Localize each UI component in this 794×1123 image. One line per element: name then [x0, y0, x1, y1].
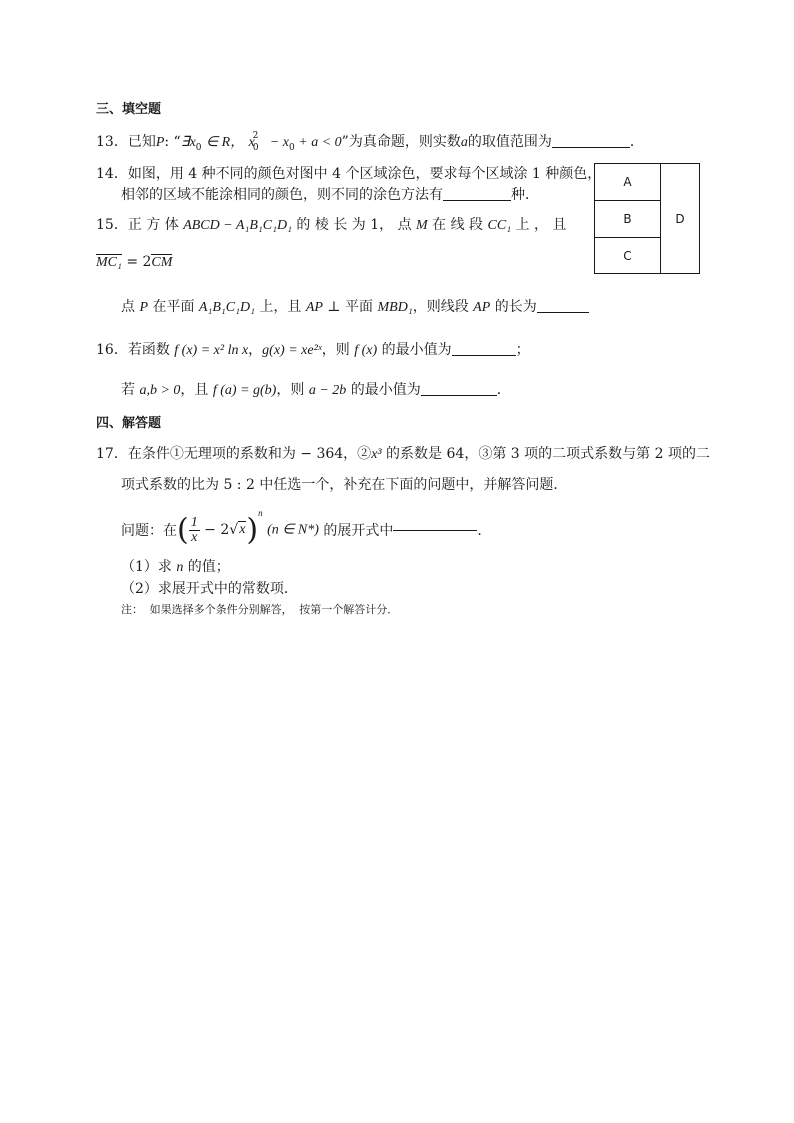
question-14-line1 [96, 163, 601, 183]
question-15-line3 [121, 296, 589, 316]
q17-prob-a: 问题：在 [121, 523, 177, 539]
q17-sub1a: （1）求 [121, 559, 177, 575]
q15-line3f: 的长为 [490, 299, 537, 315]
q16-end1: ； [515, 342, 530, 358]
q15-vector-cm: CM [151, 255, 173, 270]
q14-number: 14． [96, 166, 128, 182]
q16-mid: ，则 [321, 342, 355, 358]
q17-left-paren: ( [177, 512, 189, 548]
q17-exponent: n [258, 508, 263, 518]
q15-line1c: 在 线 段 [427, 217, 488, 233]
q15-line3c: 上，且 [254, 299, 306, 315]
q15-plane1: A₁B₁C₁D₁ [198, 300, 255, 315]
q16-expr: a − 2b [308, 383, 347, 398]
q17-prob-end: ． [477, 523, 492, 539]
q15-point-p: P [139, 300, 149, 315]
question-15-line2 [96, 254, 172, 271]
q14-line2a: 相邻的区域不能涂相同的颜色，则不同的涂色方法有 [121, 187, 443, 203]
q15-segment: CC₁ [487, 218, 512, 233]
question-17-problem: 问题：在( $\frac{1}{x}$ − 2√x)$^n$ (n ∈ N*) 的展开式中 ． [121, 508, 492, 548]
q16-g: g(x) = xe²ˣ [262, 343, 322, 358]
section-title-solutions: 四、解答题 [96, 416, 162, 431]
q15-ap2: AP [473, 300, 491, 315]
q16-line2b: ，且 [180, 382, 213, 398]
question-14-line2 [121, 184, 539, 204]
q17-line1a: 在条件①无理项的系数和为 − 364，② [127, 446, 372, 462]
q15-number: 15． [96, 217, 128, 233]
q15-line3a: 点 [121, 299, 140, 315]
q13-text: 已知 [127, 134, 156, 150]
q17-answer-blank[interactable] [393, 530, 477, 531]
q13-end: ． [629, 134, 644, 150]
question-15-line1 [96, 214, 566, 234]
q13-in-r: ∈ R， [205, 135, 245, 150]
q17-number: 17． [96, 446, 128, 462]
question-16-line1 [96, 339, 530, 359]
q17-x3: x³ [371, 447, 382, 462]
question-16-line2 [121, 379, 511, 399]
q15-plane2: MBD₁ [377, 300, 413, 315]
q15-cube: ABCD − A₁B₁C₁D₁ [183, 218, 292, 233]
q14-line2b: 种． [511, 187, 539, 203]
q15-ap: AP [305, 300, 323, 315]
q16-line2d: 的最小值为 [346, 382, 421, 398]
q17-minus: − 2 [199, 522, 230, 538]
q16-line2c: ，则 [276, 382, 309, 398]
question-13: 13．已知P: “$\exists x_0$ ∈ R， $x_0^2 - x_0 + a < 0$”为真命题，则实数a的取值范围为 ． [96, 131, 644, 153]
region-b: B [595, 201, 661, 238]
question-17-sub1 [121, 556, 230, 576]
q13-exists: ∃x [180, 135, 196, 150]
q13-number: 13． [96, 134, 128, 150]
q14-answer-blank[interactable] [443, 200, 511, 201]
q15-point-m: M [416, 218, 428, 233]
q13-poly-c: + a < 0 [294, 135, 342, 150]
q15-line3e: ，则线段 [412, 299, 474, 315]
q14-line1: 如图，用 4 种不同的颜色对图中 4 个区域涂色，要求每个区域涂 1 种颜色， [127, 166, 602, 182]
coloring-region-diagram [594, 163, 700, 274]
question-17-sub2: （2）求展开式中的常数项． [121, 581, 298, 597]
q13-poly-a: x [248, 135, 255, 150]
q16-sep: ， [248, 342, 263, 358]
q16-answer-blank-1[interactable] [452, 355, 516, 356]
q15-line3d: ⊥ 平面 [322, 299, 378, 315]
q13-colon: : “ [164, 134, 181, 150]
q17-prob-b: 的展开式中 [318, 523, 394, 539]
q16-answer-blank-2[interactable] [421, 395, 497, 396]
q13-prop: P [155, 135, 165, 150]
question-17-note: 注： 如果选择多个条件分别解答， 按第一个解答计分． [121, 603, 399, 616]
region-d: D [675, 211, 685, 226]
question-17-line2: 项式系数的比为 5 : 2 中任选一个，补充在下面的问题中，并解答问题． [121, 477, 568, 493]
q17-line1b: 的系数是 64，③第 3 项的二项式系数与第 2 项的二 [381, 446, 710, 462]
q16-pre: 若函数 [127, 342, 175, 358]
q15-eq: = 2 [121, 254, 152, 270]
q15-line1b: 的 棱 长 为 1， 点 [291, 217, 417, 233]
q16-cond: a,b > 0 [139, 383, 181, 398]
q16-line2a: 若 [121, 382, 140, 398]
region-a: A [595, 164, 661, 201]
q16-fx: f (x) [354, 343, 378, 358]
q16-f: f (x) = x² ln x [174, 343, 249, 358]
section-title-fill-in: 三、填空题 [96, 102, 162, 117]
q17-sqrt-x: x [239, 522, 246, 537]
q13-var: a [460, 135, 468, 150]
q17-sub1b: 的值； [183, 559, 230, 575]
q17-fraction [189, 516, 200, 545]
q17-sub1n: n [176, 560, 184, 575]
q15-line1d: 上 ， 且 [511, 217, 567, 233]
q17-frac-den: x [191, 529, 198, 545]
q13-post: ”为真命题，则实数 [341, 134, 461, 150]
q15-answer-blank[interactable] [537, 312, 589, 313]
q17-cond: (n ∈ N*) [267, 522, 319, 538]
q15-line3b: 在平面 [148, 299, 199, 315]
q13-answer-blank[interactable] [552, 147, 630, 148]
q16-number: 16． [96, 342, 128, 358]
question-17-line1 [96, 443, 710, 463]
q17-frac-num: 1 [190, 514, 198, 530]
q17-right-paren: ) [246, 512, 259, 548]
q16-tail1: 的最小值为 [377, 342, 452, 358]
q13-poly-b: − x [266, 135, 290, 150]
q15-vector-mc1: MC₁ [96, 255, 122, 270]
region-c: C [595, 238, 661, 273]
q15-line1a: 正 方 体 [127, 217, 184, 233]
q13-tail: 的取值范围为 [467, 134, 552, 150]
q16-eq: f (a) = g(b) [212, 383, 277, 398]
q16-end2: ． [496, 382, 511, 398]
